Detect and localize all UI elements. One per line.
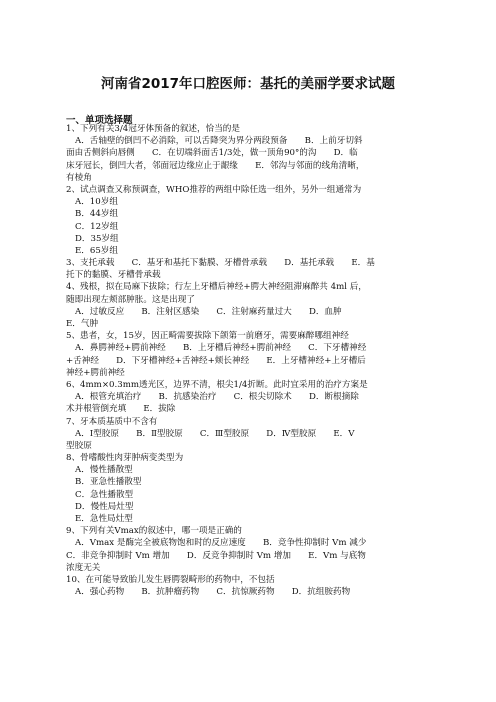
text-line: 7、牙本质基质中不含有 xyxy=(66,416,158,427)
text-line: 2、试点调查又称预调查，WHO推荐的两组中除任选一组外，另外一组通常为 xyxy=(66,184,362,195)
text-line: 术并根管倒充填 E．拔除 xyxy=(66,404,176,415)
text-line: 6、4mm×0.3mm透光区，边界不清，根尖1/4折断。此时宜采用的治疗方案是 xyxy=(66,379,368,390)
text-line: A．Ⅰ型胶原 B．Ⅱ型胶原 C．Ⅲ型胶原 D．Ⅳ型胶原 E．Ⅴ xyxy=(75,428,355,439)
text-line: E．气肿 xyxy=(66,319,99,329)
text-line: A．过敏反应 B．注射区感染 C．注射麻药量过大 D．血肿 xyxy=(75,306,342,317)
text-line: 8、骨嗜酸性肉芽肿病变类型为 xyxy=(66,453,184,464)
text-line: B．亚急性播散型 xyxy=(75,477,142,488)
text-line: 1、下列有关3/4冠牙体预备的叙述，恰当的是 xyxy=(66,124,240,134)
text-line: 随即出现左颊部肿胀。这是出现了 xyxy=(66,294,195,305)
text-line: A．根管充填治疗 B．抗感染治疗 C．根尖切除术 D．断根摘除 xyxy=(75,392,359,403)
text-line: 10、在可能导致胎儿发生唇腭裂畸形的药物中，不包括 xyxy=(66,574,275,585)
text-line: A．舌轴壁的倒凹不必消除，可以舌降突为界分两段预备 B．上前牙切斜 xyxy=(75,136,363,147)
text-line: 4、残根，拟在局麻下拔除；行左上牙槽后神经+腭大神经阻滞麻醉共 4ml 后， xyxy=(66,282,367,293)
text-line: +舌神经 D．下牙槽神经+舌神经+颊长神经 E．上牙槽神经+上牙槽后 xyxy=(66,355,366,366)
document-title: 河南省2017年口腔医师：基托的美丽学要求试题 xyxy=(100,76,396,92)
text-line: 神经+腭前神经 xyxy=(66,367,125,378)
section-heading: 一、单项选择题 xyxy=(66,115,133,126)
text-line: A．10岁组 xyxy=(75,197,118,208)
text-line: 9、下列有关Vmax的叙述中，哪一项是正确的 xyxy=(66,526,242,537)
text-line: D．慢性局灶型 xyxy=(75,501,134,512)
text-line: A．强心药物 B．抗肿瘤药物 C．抗惊厥药物 D．抗组胺药物 xyxy=(75,587,351,598)
text-line: 5、患者，女，15岁，因正畸需要拔除下颌第一前磨牙，需要麻醉哪组神经 xyxy=(66,331,349,342)
text-line: A．慢性播散型 xyxy=(75,465,133,476)
text-line: B．44岁组 xyxy=(75,209,119,220)
text-line: A．鼻腭神经+腭前神经 B．上牙槽后神经+腭前神经 C．下牙槽神经 xyxy=(75,343,367,354)
question-list xyxy=(66,123,432,598)
text-line: 3、支托承载 C．基牙和基托下黏膜、牙槽骨承载 D．基托承载 E．基 xyxy=(66,258,375,269)
text-line: E．急性局灶型 xyxy=(75,514,133,524)
text-line: E．65岁组 xyxy=(75,245,118,256)
text-line: 面由舌侧斜向唇侧 C．在切端斜面舌1/3处，做一顶角90°的沟 D．临 xyxy=(66,148,358,159)
text-line: A．Vmax 是酶完全被底物饱和时的反应速度 B．竞争性抑制时 Vm 减少 xyxy=(75,538,367,549)
text-line: 托下的黏膜、牙槽骨承载 xyxy=(66,270,161,281)
text-line: 床牙冠长，倒凹大者，邻面冠边缘应止于龈缘 E．邻沟与邻面的线角清晰， xyxy=(66,160,365,171)
text-line: 型胶原 xyxy=(66,440,92,451)
text-line: 浓度无关 xyxy=(66,562,101,573)
text-line: D．35岁组 xyxy=(75,233,119,244)
text-line: C．非竞争抑制时 Vm 增加 D．反竞争抑制时 Vm 增加 E．Vm 与底物 xyxy=(66,550,366,561)
text-line: 有棱角 xyxy=(66,172,92,183)
text-line: C．12岁组 xyxy=(75,221,119,232)
text-line: C．急性播散型 xyxy=(75,489,134,500)
